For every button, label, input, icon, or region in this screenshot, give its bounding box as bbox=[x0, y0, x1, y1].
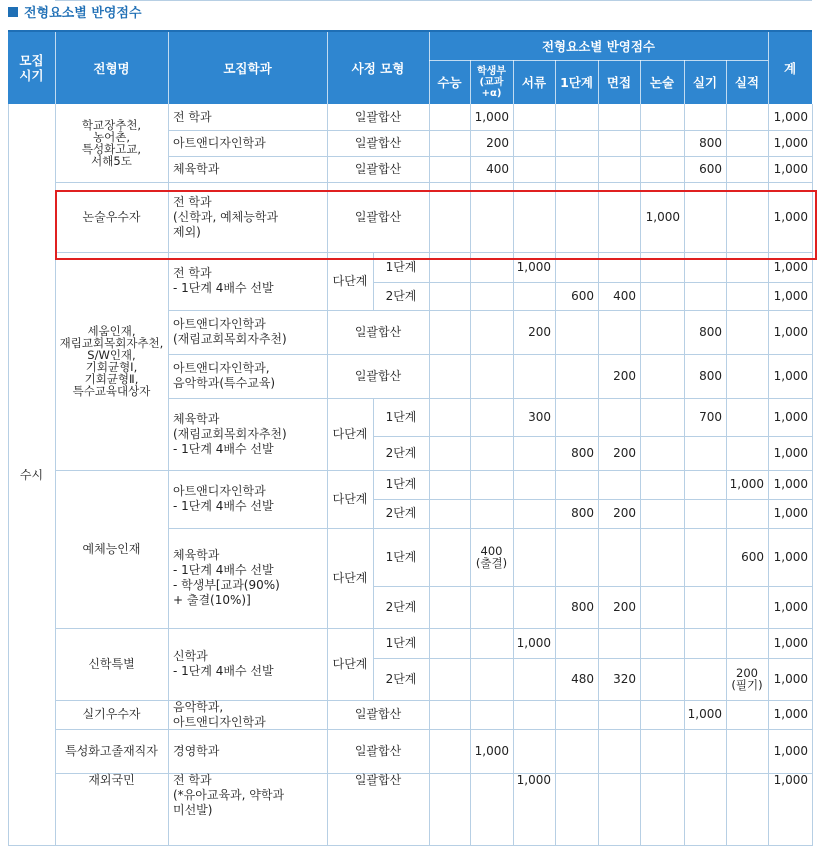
score-cell: 200 bbox=[613, 599, 636, 614]
total-cell: 1,000 bbox=[773, 743, 808, 758]
grid-line bbox=[513, 104, 514, 846]
grid-line bbox=[168, 470, 812, 471]
stage-cell: 1단계 bbox=[385, 259, 417, 274]
total-cell: 1,000 bbox=[773, 135, 808, 150]
score-cell: 800 bbox=[699, 368, 722, 383]
dept-cell: 전 학과 bbox=[173, 109, 212, 124]
stage-cell: 1단계 bbox=[385, 477, 417, 491]
stage-cell: 1단계 bbox=[385, 409, 417, 424]
score-cell: 1,000 bbox=[729, 477, 764, 491]
model-cell: 일괄합산 bbox=[354, 368, 402, 383]
dept-cell: 경영학과 bbox=[173, 743, 220, 758]
score-cell: 1,000 bbox=[474, 743, 509, 758]
grid-line bbox=[373, 528, 374, 586]
total-cell: 1,000 bbox=[773, 109, 808, 124]
grid-line bbox=[373, 586, 374, 628]
total-cell: 1,000 bbox=[773, 549, 808, 564]
grid-line bbox=[684, 104, 685, 846]
dept-cell: 체육학과 - 1단계 4배수 선발 - 학생부[교과(90%) + 출결(10%)] bbox=[173, 548, 280, 607]
total-cell: 1,000 bbox=[773, 209, 808, 224]
grid-line bbox=[168, 252, 812, 253]
dept-cell: 아트앤디자인학과 (재림교회목회자추천) bbox=[173, 317, 287, 346]
total-cell: 1,000 bbox=[773, 288, 808, 303]
header-sub: 수능 bbox=[429, 60, 470, 104]
model-cell: 다단계 bbox=[332, 656, 368, 671]
track-name: 신학특별 bbox=[88, 656, 135, 671]
score-cell: 400 bbox=[486, 161, 509, 176]
model-cell: 일괄합산 bbox=[354, 324, 402, 339]
score-cell: 800 bbox=[699, 324, 722, 339]
track-name: 재외국민 bbox=[88, 773, 135, 787]
dept-cell: 체육학과 bbox=[173, 161, 220, 176]
header-track: 전형명 bbox=[55, 32, 168, 104]
model-cell: 다단계 bbox=[332, 491, 368, 506]
score-cell: 800 bbox=[571, 599, 594, 614]
header-sub: 논술 bbox=[640, 60, 684, 104]
dept-cell: 전 학과 (신학과, 예체능학과 제외) bbox=[173, 194, 279, 239]
total-cell: 1,000 bbox=[773, 161, 808, 176]
header-sub: 실기 bbox=[684, 60, 726, 104]
dept-cell: 전 학과 (*유아교육과, 약학과 미선발) bbox=[173, 773, 285, 817]
grid-line bbox=[555, 104, 556, 846]
score-cell: 1,000 bbox=[645, 209, 680, 224]
total-cell: 1,000 bbox=[773, 773, 808, 787]
model-cell: 일괄합산 bbox=[354, 209, 402, 224]
stage-cell: 1단계 bbox=[385, 635, 417, 650]
track-name: 논술우수자 bbox=[82, 209, 141, 224]
score-cell: 200 (필기) bbox=[731, 666, 763, 692]
model-cell: 다단계 bbox=[332, 273, 368, 288]
score-cell: 320 bbox=[613, 671, 636, 686]
track-name: 실기우수자 bbox=[82, 707, 141, 721]
score-cell: 700 bbox=[699, 409, 722, 424]
grid-line bbox=[373, 470, 374, 499]
header-sub: 학생부 (교과+α) bbox=[470, 60, 513, 104]
grid-line bbox=[373, 628, 374, 658]
header-sub: 1단계 bbox=[555, 60, 598, 104]
total-cell: 1,000 bbox=[773, 635, 808, 650]
grid-line bbox=[373, 499, 374, 528]
grid-line bbox=[55, 0, 812, 1]
grid-line bbox=[373, 658, 374, 700]
total-cell: 1,000 bbox=[773, 409, 808, 424]
score-cell: 200 bbox=[486, 135, 509, 150]
section-title-text: 전형요소별 반영점수 bbox=[24, 6, 142, 21]
dept-cell: 아트앤디자인학과, 음악학과(특수교육) bbox=[173, 361, 276, 390]
score-cell: 1,000 bbox=[516, 259, 551, 274]
grid-line bbox=[373, 282, 374, 310]
score-cell: 300 bbox=[528, 409, 551, 424]
dept-cell: 체육학과 (재림교회목회자추천) - 1단계 4배수 선발 bbox=[173, 411, 287, 456]
score-cell: 400 (출결) bbox=[475, 544, 508, 570]
total-cell: 1,000 bbox=[773, 671, 808, 686]
model-cell: 일괄합산 bbox=[354, 773, 402, 787]
dept-cell: 신학과 - 1단계 4배수 선발 bbox=[173, 649, 274, 678]
score-cell: 1,000 bbox=[474, 109, 509, 124]
stage-cell: 2단계 bbox=[385, 671, 417, 686]
header-sub: 서류 bbox=[513, 60, 555, 104]
score-cell: 200 bbox=[613, 445, 636, 460]
total-cell: 1,000 bbox=[773, 324, 808, 339]
header-score-group: 전형요소별 반영점수 bbox=[429, 32, 768, 60]
dept-cell: 음악학과, 아트앤디자인학과 bbox=[173, 700, 266, 729]
header-period: 모집 시기 bbox=[8, 32, 55, 104]
score-cell: 600 bbox=[699, 161, 722, 176]
score-cell: 200 bbox=[613, 506, 636, 520]
grid-line bbox=[812, 104, 813, 846]
total-cell: 1,000 bbox=[773, 599, 808, 614]
score-cell: 1,000 bbox=[687, 707, 722, 721]
stage-cell: 2단계 bbox=[385, 599, 417, 614]
header-dept: 모집학과 bbox=[168, 32, 327, 104]
period-cell: 수시 bbox=[19, 467, 44, 482]
stage-cell: 2단계 bbox=[385, 506, 417, 520]
score-cell: 1,000 bbox=[516, 773, 551, 787]
total-cell: 1,000 bbox=[773, 445, 808, 460]
model-cell: 다단계 bbox=[332, 426, 368, 441]
model-cell: 일괄합산 bbox=[354, 135, 402, 150]
model-cell: 일괄합산 bbox=[354, 707, 402, 721]
total-cell: 1,000 bbox=[773, 506, 808, 520]
stage-cell: 1단계 bbox=[385, 549, 417, 564]
score-cell: 200 bbox=[613, 368, 636, 383]
header-model: 사정 모형 bbox=[327, 32, 429, 104]
header-sub: 실적 bbox=[726, 60, 768, 104]
score-cell: 200 bbox=[528, 324, 551, 339]
stage-cell: 2단계 bbox=[385, 288, 417, 303]
header-sub: 면접 bbox=[598, 60, 640, 104]
score-cell: 400 bbox=[613, 288, 636, 303]
score-cell: 800 bbox=[699, 135, 722, 150]
total-cell: 1,000 bbox=[773, 707, 808, 721]
total-cell: 1,000 bbox=[773, 259, 808, 274]
stage-cell: 2단계 bbox=[385, 445, 417, 460]
grid-line bbox=[373, 436, 374, 470]
score-cell: 600 bbox=[571, 288, 594, 303]
header-total: 계 bbox=[768, 32, 812, 104]
track-name: 예체능인재 bbox=[82, 541, 141, 556]
model-cell: 일괄합산 bbox=[354, 743, 402, 758]
score-cell: 1,000 bbox=[516, 635, 551, 650]
score-cell: 480 bbox=[571, 671, 594, 686]
track-name: 특성화고졸재직자 bbox=[65, 743, 158, 758]
dept-cell: 전 학과 - 1단계 4배수 선발 bbox=[173, 266, 274, 295]
grid-line bbox=[373, 252, 374, 282]
score-cell: 800 bbox=[571, 506, 594, 520]
score-cell: 800 bbox=[571, 445, 594, 460]
model-cell: 일괄합산 bbox=[354, 109, 402, 124]
grid-line bbox=[373, 398, 374, 436]
model-cell: 일괄합산 bbox=[354, 161, 402, 176]
grid-line bbox=[429, 104, 430, 846]
total-cell: 1,000 bbox=[773, 477, 808, 491]
track-name: 학교장추천, 농어촌, 특성화고교, 서해5도 bbox=[81, 118, 142, 168]
track-name: 세움인재, 재림교회목회자추천, S/W인재, 기회균형Ⅰ, 기회균형Ⅱ, 특수교육대상자 bbox=[59, 324, 164, 398]
model-cell: 다단계 bbox=[332, 570, 368, 585]
dept-cell: 아트앤디자인학과 - 1단계 4배수 선발 bbox=[173, 484, 274, 513]
dept-cell: 아트앤디자인학과 bbox=[173, 135, 266, 150]
grid-line bbox=[8, 104, 9, 846]
score-cell: 600 bbox=[741, 549, 764, 564]
grid-line bbox=[598, 104, 599, 846]
grid-line bbox=[168, 628, 812, 629]
total-cell: 1,000 bbox=[773, 368, 808, 383]
